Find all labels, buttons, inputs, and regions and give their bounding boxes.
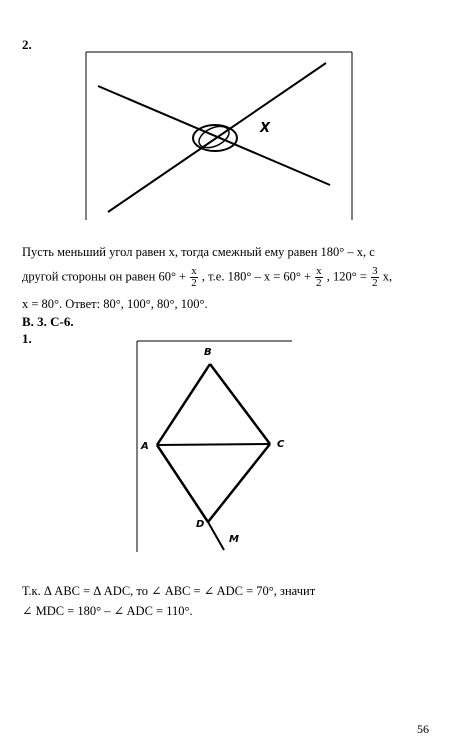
label-c: C xyxy=(277,439,285,450)
label-m: M xyxy=(229,534,239,545)
solution-2-line-2d: x, xyxy=(382,269,393,284)
solution-2-line-1: Пусть меньший угол равен x, тогда смежный ему равен 180° – x, с xyxy=(22,245,375,259)
problem-number-2: 2. xyxy=(22,37,32,52)
section-header: В. 3. С-6. xyxy=(22,314,74,329)
fraction-x-over-2: $\frac{x}{2}$ xyxy=(191,265,197,289)
label-b: B xyxy=(204,347,212,358)
solution-2-line-3: x = 80°. Ответ: 80°, 100°, 80°, 100°. xyxy=(22,297,208,311)
fraction-x-over-2-b: $\frac{x}{2}$ xyxy=(316,265,322,289)
label-d: D xyxy=(196,519,205,530)
solution-1-line-2: ∠ MDC = 180° – ∠ ADC = 110°. xyxy=(22,604,193,618)
solution-2-line-2a: другой стороны он равен 60° + xyxy=(22,269,187,284)
fraction-3-over-2: $\frac{3}{2}$ xyxy=(372,265,378,289)
problem-number-1: 1. xyxy=(22,331,32,346)
label-a: A xyxy=(141,441,149,452)
solution-1-line-1: Т.к. Δ ABC = Δ ADC, то ∠ ABC = ∠ ADC = 70°, значит xyxy=(22,584,316,598)
label-x: X xyxy=(260,121,271,136)
solution-2-line-2b: , т.е. 180° – x = 60° + xyxy=(201,269,312,284)
solution-2-line-2c: , 120° = xyxy=(326,269,367,284)
page-number: 56 xyxy=(417,722,429,736)
